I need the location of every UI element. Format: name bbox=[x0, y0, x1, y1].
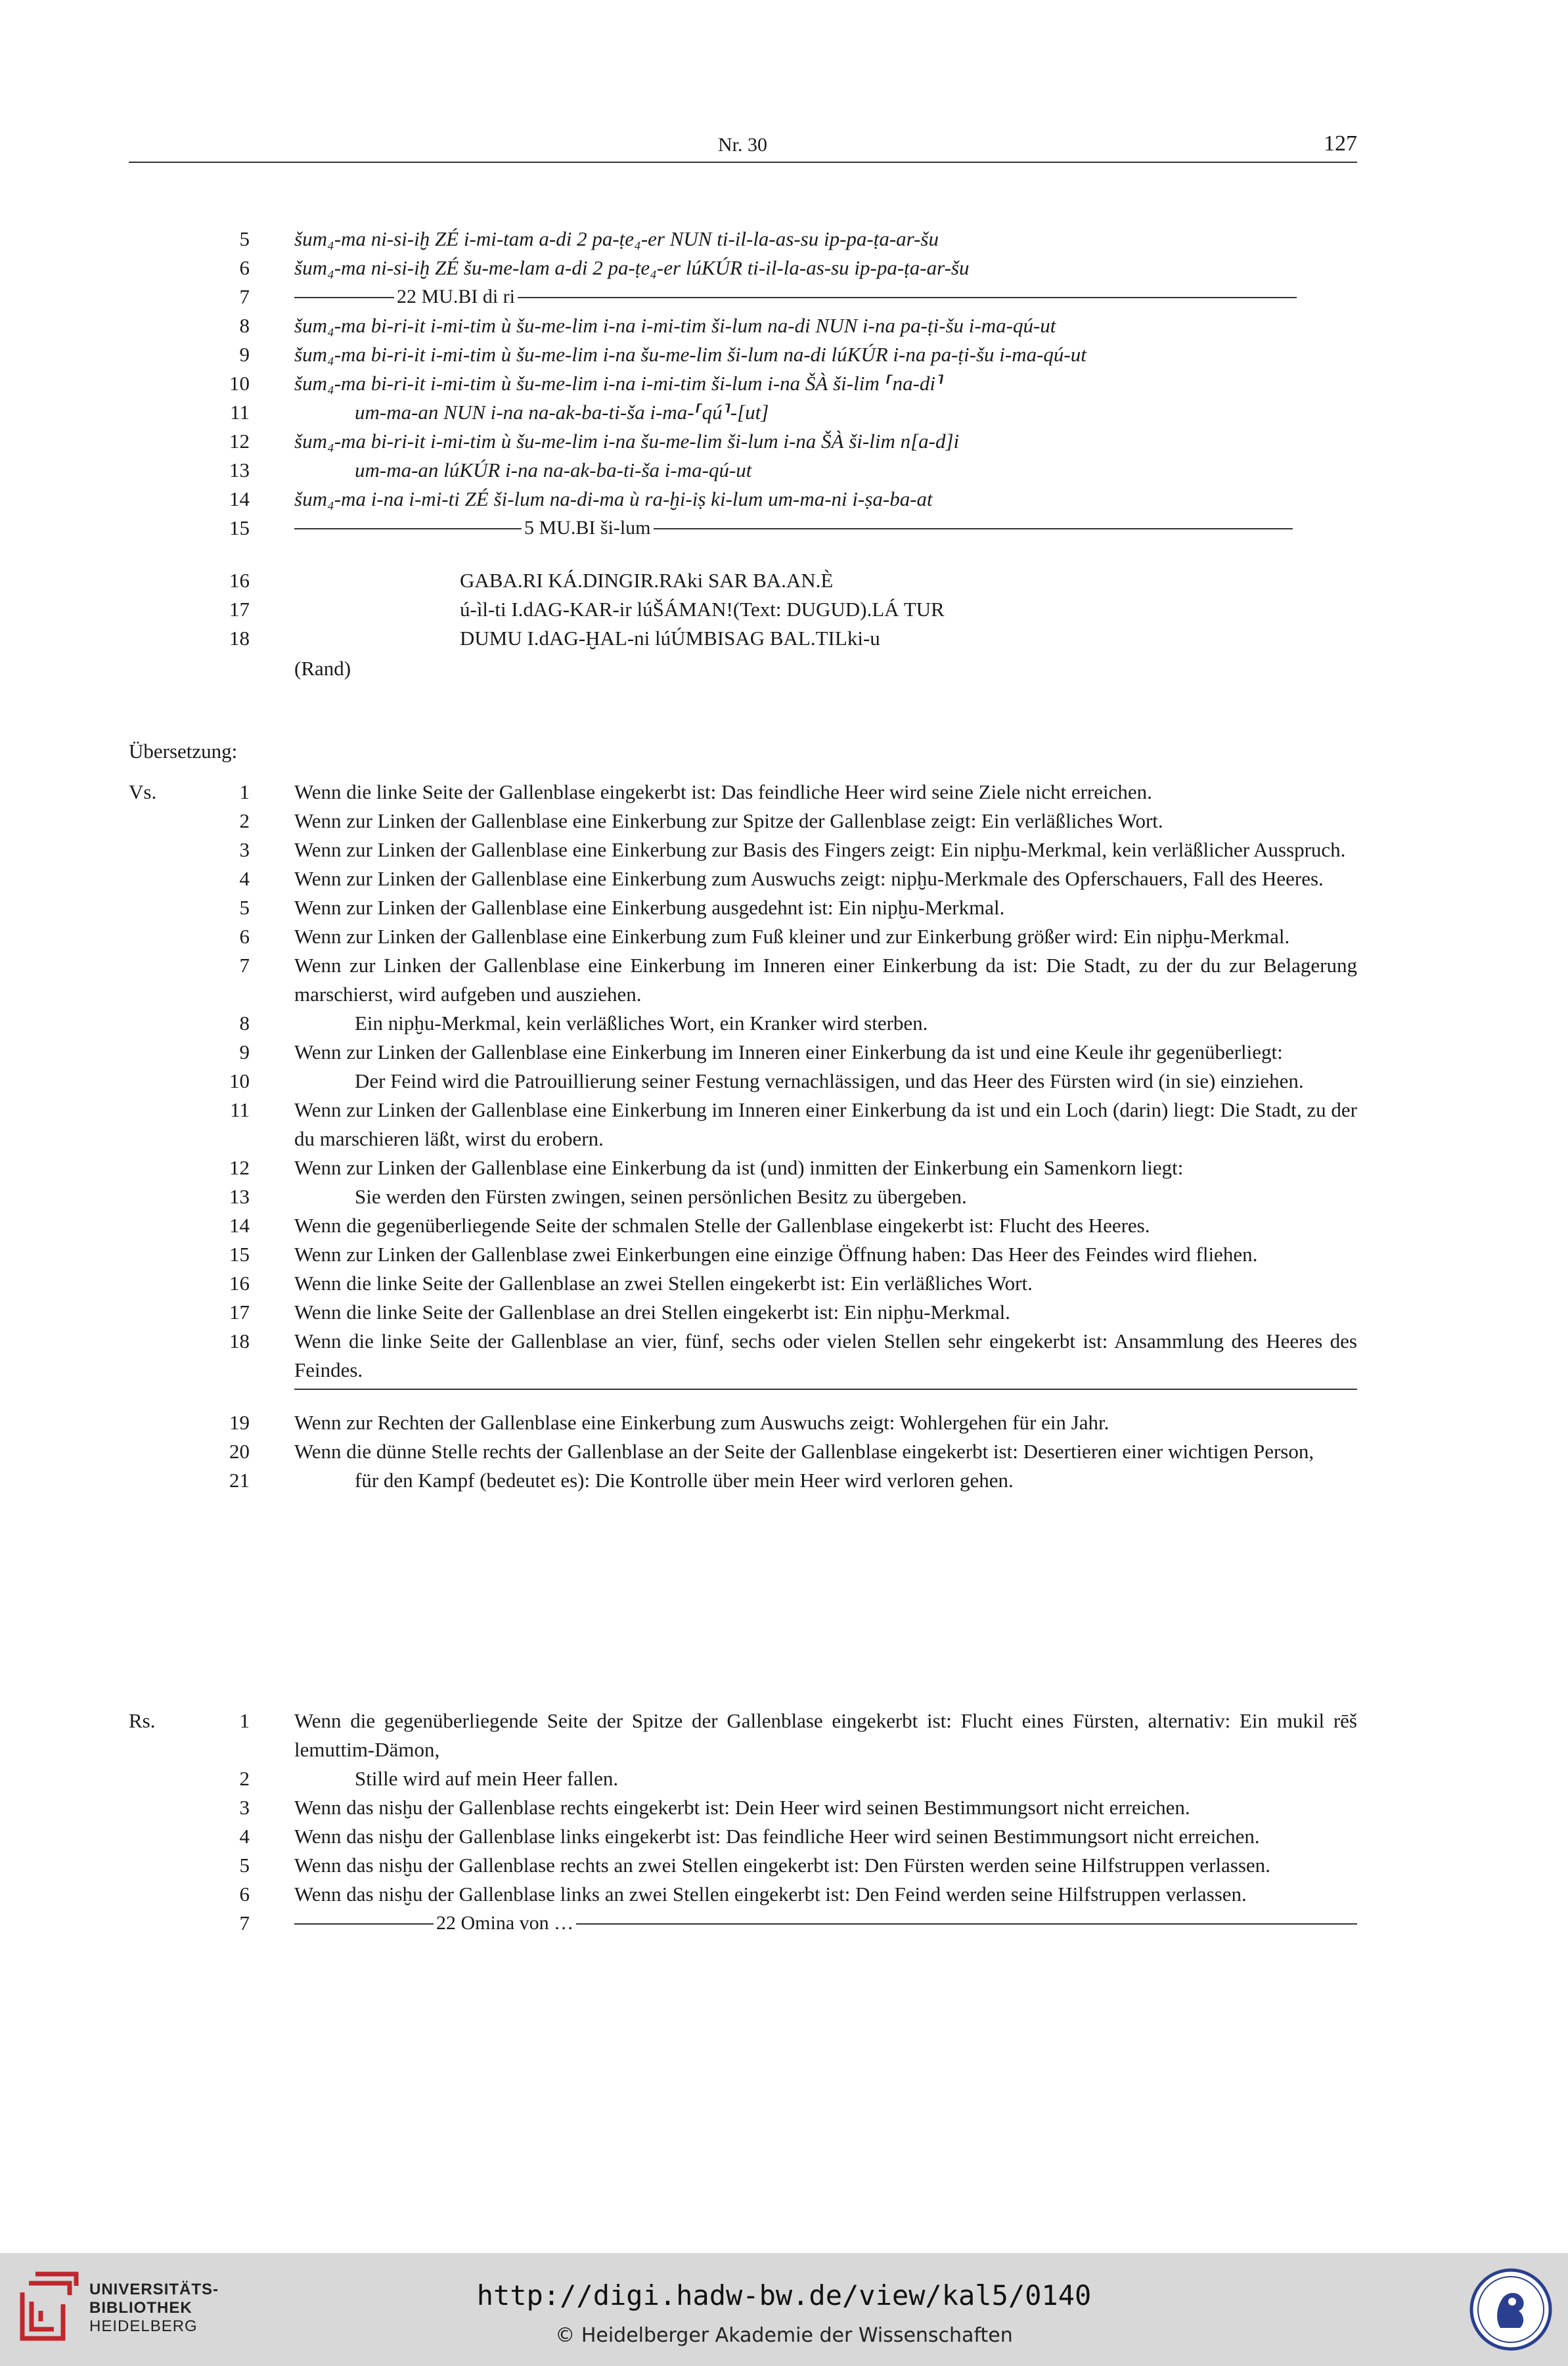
line-number: 7 bbox=[239, 285, 250, 308]
translation-text: Wenn zur Linken der Gallenblase eine Einkerbung zum Fuß kleiner und zur Einkerbung größer wird: Ein nipḫu-Merkmal. bbox=[294, 925, 1290, 948]
translit-text: um-ma-an NUN i-na na-ak-ba-ti-ša i-ma-⸢qú⸣-[ut] bbox=[355, 401, 769, 424]
line-number: 15 bbox=[229, 1243, 250, 1266]
translation-text: Wenn zur Rechten der Gallenblase eine Einkerbung zum Auswuchs zeigt: Wohlergehen für ein Jahr. bbox=[294, 1411, 1109, 1434]
academy-seal-icon bbox=[1469, 2267, 1553, 2352]
translation-text: Wenn zur Linken der Gallenblase eine Einkerbung im Inneren einer Einkerbung da ist und ein Loch (darin) liegt: Die Stadt, zu der du marschieren läßt, wirst du erobern. bbox=[294, 1098, 1357, 1150]
translation-text: Sie werden den Fürsten zwingen, seinen persönlichen Besitz zu übergeben. bbox=[355, 1185, 967, 1208]
translation-text: Wenn zur Linken der Gallenblase eine Einkerbung zum Auswuchs zeigt: nipḫu-Merkmale des Opferschauers, Fall des Heeres. bbox=[294, 867, 1324, 890]
translation-text: Wenn das nisḫu der Gallenblase links an zwei Stellen eingekerbt ist: Den Feind werden seine Hilfstruppen verlassen. bbox=[294, 1883, 1247, 1906]
translit-text: šum₄-ma ni-si-iḫ ZÉ i-mi-tam a-di 2 pa-ṭe₄-er NUN ti-il-la-as-su ip-pa-ṭa-ar-šu bbox=[294, 227, 939, 250]
line-number: 3 bbox=[239, 1796, 250, 1819]
colophon-text: DUMU I.dAG-ḪAL-ni lúÚMBISAG BAL.TILki-u bbox=[460, 627, 880, 650]
line-number: 6 bbox=[239, 256, 250, 279]
line-number: 13 bbox=[229, 458, 250, 481]
text-number: Nr. 30 bbox=[718, 134, 767, 156]
line-number: 4 bbox=[239, 1825, 250, 1848]
translit-text: šum₄-ma bi-ri-it i-mi-tim ù šu-me-lim i-na šu-me-lim ši-lum i-na ŠÀ ši-lim n[a-d]i bbox=[294, 430, 960, 453]
translit-text: šum₄-ma bi-ri-it i-mi-tim ù šu-me-lim i-na i-mi-tim ši-lum i-na ŠÀ ši-lim ⸢na-di⸣ bbox=[294, 372, 944, 395]
line-number: 11 bbox=[230, 401, 250, 424]
line-number: 1 bbox=[239, 1709, 250, 1732]
line-number: 18 bbox=[229, 627, 250, 650]
line-number: 7 bbox=[239, 954, 250, 977]
ruling-label: 22 Omina von … bbox=[434, 1909, 576, 1938]
ruling-label: 22 MU.BI di ri bbox=[394, 282, 518, 311]
line-number: 9 bbox=[239, 1040, 250, 1063]
line-number: 14 bbox=[229, 1214, 250, 1237]
line-number: 18 bbox=[229, 1329, 250, 1352]
line-number: 16 bbox=[229, 569, 250, 592]
translation-text: Wenn die linke Seite der Gallenblase eingekerbt ist: Das feindliche Heer wird seine Ziele nicht erreichen. bbox=[294, 780, 1152, 803]
translation-text: Wenn zur Linken der Gallenblase eine Einkerbung ausgedehnt ist: Ein nipḫu-Merkmal. bbox=[294, 896, 1005, 919]
translation-text: Wenn zur Linken der Gallenblase eine Einkerbung zur Spitze der Gallenblase zeigt: Ein verläßliches Wort. bbox=[294, 809, 1163, 832]
line-number: 17 bbox=[229, 598, 250, 621]
translation-text: Wenn das nisḫu der Gallenblase rechts an zwei Stellen eingekerbt ist: Den Fürsten werden seine Hilfstruppen verlassen. bbox=[294, 1854, 1270, 1877]
line-number: 11 bbox=[230, 1098, 250, 1121]
side-label: Rs. bbox=[129, 1709, 156, 1732]
line-number: 20 bbox=[229, 1440, 250, 1463]
ruling-line bbox=[294, 528, 1293, 529]
translation-text: Der Feind wird die Patrouillierung seiner Festung vernachlässigen, und das Heer des Fürsten wird (in sie) einziehen. bbox=[355, 1069, 1304, 1092]
translation-text: Wenn zur Linken der Gallenblase eine Einkerbung da ist (und) inmitten der Einkerbung ein Samenkorn liegt: bbox=[294, 1156, 1184, 1179]
line-number: 5 bbox=[239, 227, 250, 250]
line-number: 2 bbox=[239, 809, 250, 832]
copyright-text: © Heidelberger Akademie der Wissenschaften bbox=[555, 2324, 1013, 2347]
translation-text: Ein nipḫu-Merkmal, kein verläßliches Wort, ein Kranker wird sterben. bbox=[355, 1012, 928, 1035]
side-label: Vs. bbox=[129, 780, 157, 803]
line-number: 3 bbox=[239, 838, 250, 861]
line-number: 21 bbox=[229, 1469, 250, 1492]
translation-text: Wenn zur Linken der Gallenblase zwei Einkerbungen eine einzige Öffnung haben: Das Heer des Feindes wird fliehen. bbox=[294, 1243, 1258, 1266]
line-number: 4 bbox=[239, 867, 250, 890]
line-number: 17 bbox=[229, 1301, 250, 1324]
document-page: Nr. 30 127 5 šum₄-ma ni-si-iḫ ZÉ i-mi-tam a-di 2 pa-ṭe₄-er NUN ti-il-la-as-su ip-pa-ṭa-ar-šu 6 šum₄-ma ni-si-iḫ ZÉ šu-me-lam a-di 2 pa-ṭe₄-er lúKÚR ti-il-la-as-su ip-pa-ṭa-ar-šu 7 22 MU.BI di ri 8 šum₄-ma bi-ri-it i-mi-tim ù šu-me-lim i-na i-mi-tim ši-lum na-di NUN i-na pa-ṭi-šu i-ma-qú-ut 9 šum₄-ma bi-ri-it i-mi-tim ù šu-me-lim i-na šu-me-lim ši-lum na-di lúKÚR i-na pa-ṭi-šu i-ma-qú-ut 10 šum₄-ma bi-ri-it i-mi-tim ù šu-me-lim i-na i-mi-tim ši-lum i-na ŠÀ ši-lim ⸢na-di⸣ 11 um-ma-an NUN i-na na-ak-ba-ti-ša i-ma-⸢qú⸣-[ut] 12 šum₄-ma bi-ri-it i-mi-tim ù šu-me-lim i-na šu-me-lim ši-lum i-na ŠÀ ši-lim n[a-d]i 13 um-ma-an lúKÚR i-na na-ak-ba-ti-ša i-ma-qú-ut 14 šum₄-ma i-na i-mi-ti ZÉ ši-lum na-di-ma ù ra-ḫi-iṣ ki-lum um-ma-ni i-ṣa-ba-at 15 5 MU.BI ši-lum 16 GABA.RI KÁ.DINGIR.RAki SAR BA.AN.È 17 ú-ìl-ti I.dAG-KAR-ir lúŠÁMAN!(Text: DUGUD).LÁ TUR 18 DUMU I.dAG-ḪAL-ni lúÚMBISAG BAL.TILki-u (Rand) Übersetzung: Vs. 1 Wenn die linke Seite der Gallenblase eingekerbt ist: Das feindliche Heer wird seine Ziele nicht erreichen. 2 Wenn zur Linken der Gallenblase eine Einkerbung zur Spitze der Gallenblase zeigt: Ein verläßliches Wort. 3 Wenn zur Linken der Gallenblase eine Einkerbung zur Basis des Fingers zeigt: Ein nipḫu-Merkmal, kein verläßlicher Ausspruch. 4 Wenn zur Linken der Gallenblase eine Einkerbung zum Auswuchs zeigt: nipḫu-Merkmale des Opferschauers, Fall des Heeres. 5 Wenn zur Linken der Gallenblase eine Einkerbung ausgedehnt ist: Ein nipḫu-Merkmal. 6 Wenn zur Linken der Gallenblase eine Einkerbung zum Fuß kleiner und zur Einkerbung größer wird: Ein nipḫu-Merkmal. 7 Wenn zur Linken der Gallenblase eine Einkerbung im Inneren einer Einkerbung da ist: Die Stadt, zu der du zur Belagerung marschierst, wird aufgeben und ausziehen. 8 Ein nipḫu-Merkmal, kein verläßliches Wort, ein Kranker wird sterben. 9 Wenn zur Linken der Gallenblase eine Einkerbung im Inneren einer Einkerbung da ist und eine Keule ihr gegenüberliegt: 10 Der Feind wird die Patrouillierung seiner Festung vernachlässigen, und das Heer des Fürsten wird (in sie) einziehen. 11 Wenn zur Linken der Gallenblase eine Einkerbung im Inneren einer Einkerbung da ist und ein Loch (darin) liegt: Die Stadt, zu der du marschieren läßt, wirst du erobern. 12 Wenn zur Linken der Gallenblase eine Einkerbung da ist (und) inmitten der Einkerbung ein Samenkorn liegt: 13 Sie werden den Fürsten zwingen, seinen persönlichen Besitz zu übergeben. 14 Wenn die gegenüberliegende Seite der schmalen Stelle der Gallenblase eingekerbt ist: Flucht des Heeres. 15 Wenn zur Linken der Gallenblase zwei Einkerbungen eine einzige Öffnung haben: Das Heer des Feindes wird fliehen. 16 Wenn die linke Seite der Gallenblase an zwei Stellen eingekerbt ist: Ein verläßliches Wort. 17 Wenn die linke Seite der Gallenblase an drei Stellen eingekerbt ist: Ein nipḫu-Merkmal. 18 Wenn die linke Seite der Gallenblase an vier, fünf, sechs oder vielen Stellen sehr eingekerbt ist: Ansammlung des Heeres des Feindes. 19 Wenn zur Rechten der Gallenblase eine Einkerbung zum Auswuchs zeigt: Wohlergehen für ein Jahr. 20 Wenn die dünne Stelle rechts der Gallenblase an der Seite der Gallenblase eingekerbt ist: Desertieren einer wichtigen Person, 21 für den Kampf (bedeutet es): Die Kontrolle über mein Heer wird verloren gehen. Rs. 1 Wenn die gegenüberliegende Seite der Spitze der Gallenblase eingekerbt ist: Flucht eines Fürsten, alternativ: Ein mukil rēš lemuttim-Dämon, 2 Stille wird auf mein Heer fallen. 3 Wenn das nisḫu der Gallenblase rechts eingekerbt ist: Dein Heer wird seinen Bestimmungsort nicht erreichen. 4 Wenn das nisḫu der Gallenblase links eingekerbt ist: Das feindliche Heer wird seinen Bestimmungsort nicht erreichen. 5 Wenn das nisḫu der Gallenblase rechts an zwei Stellen eingekerbt ist: Den Fürsten werden seine Hilfstruppen verlassen. 6 Wenn das nisḫu der Gallenblase links an zwei Stellen eingekerbt ist: Den Feind werden seine Hilfstruppen verlassen. 7 22 Omina von … bbox=[0, 0, 1568, 2253]
translit-text: um-ma-an lúKÚR i-na na-ak-ba-ti-ša i-ma-qú-ut bbox=[355, 458, 752, 481]
translit-text: šum₄-ma ni-si-iḫ ZÉ šu-me-lam a-di 2 pa-ṭe₄-er lúKÚR ti-il-la-as-su ip-pa-ṭa-ar-šu bbox=[294, 256, 970, 279]
translation-text: Stille wird auf mein Heer fallen. bbox=[355, 1767, 619, 1790]
translation-text: Wenn die linke Seite der Gallenblase an zwei Stellen eingekerbt ist: Ein verläßliches Wort. bbox=[294, 1272, 1033, 1295]
library-name: UNIVERSITÄTS- BIBLIOTHEK HEIDELBERG bbox=[89, 2281, 219, 2335]
translation-text: für den Kampf (bedeutet es): Die Kontrolle über mein Heer wird verloren gehen. bbox=[355, 1469, 1014, 1492]
translation-text: Wenn die dünne Stelle rechts der Gallenblase an der Seite der Gallenblase eingekerbt ist: Desertieren einer wichtigen Person, bbox=[294, 1440, 1314, 1463]
line-number: 12 bbox=[229, 1156, 250, 1179]
line-number: 10 bbox=[229, 1069, 250, 1092]
line-number: 13 bbox=[229, 1185, 250, 1208]
translation-text: Wenn das nisḫu der Gallenblase rechts eingekerbt ist: Dein Heer wird seinen Bestimmungsort nicht erreichen. bbox=[294, 1796, 1190, 1819]
page-number: 127 bbox=[1324, 131, 1357, 156]
source-url-link[interactable]: http://digi.hadw-bw.de/view/kal5/0140 bbox=[476, 2279, 1092, 2311]
translation-text: Wenn die linke Seite der Gallenblase an drei Stellen eingekerbt ist: Ein nipḫu-Merkmal. bbox=[294, 1301, 1010, 1324]
line-number: 8 bbox=[239, 1012, 250, 1035]
translit-text: šum₄-ma bi-ri-it i-mi-tim ù šu-me-lim i-na i-mi-tim ši-lum na-di NUN i-na pa-ṭi-šu i-ma-qú-ut bbox=[294, 314, 1056, 337]
line-number: 6 bbox=[239, 1883, 250, 1906]
line-number: 19 bbox=[229, 1411, 250, 1434]
translation-text: Wenn die gegenüberliegende Seite der schmalen Stelle der Gallenblase eingekerbt ist: Flucht des Heeres. bbox=[294, 1214, 1150, 1237]
section-rule bbox=[294, 1389, 1357, 1390]
translation-text: Wenn zur Linken der Gallenblase eine Einkerbung im Inneren einer Einkerbung da ist und eine Keule ihr gegenüberliegt: bbox=[294, 1040, 1283, 1063]
translation-text: Wenn zur Linken der Gallenblase eine Einkerbung zur Basis des Fingers zeigt: Ein nipḫu-Merkmal, kein verläßlicher Ausspruch. bbox=[294, 838, 1346, 861]
translation-text: Wenn das nisḫu der Gallenblase links eingekerbt ist: Das feindliche Heer wird seinen Bestimmungsort nicht erreichen. bbox=[294, 1825, 1260, 1848]
line-number: 6 bbox=[239, 925, 250, 948]
page-header bbox=[129, 131, 1357, 163]
line-number: 15 bbox=[229, 516, 250, 539]
colophon-text: ú-ìl-ti I.dAG-KAR-ir lúŠÁMAN!(Text: DUGUD).LÁ TUR bbox=[460, 598, 945, 621]
line-number: 14 bbox=[229, 487, 250, 510]
line-number: 9 bbox=[239, 343, 250, 366]
translation-text: Wenn die gegenüberliegende Seite der Spitze der Gallenblase eingekerbt ist: Flucht eines Fürsten, alternativ: Ein mukil rēš lemuttim-Dämon, bbox=[294, 1709, 1357, 1761]
translation-text: Wenn zur Linken der Gallenblase eine Einkerbung im Inneren einer Einkerbung da ist: Die Stadt, zu der du zur Belagerung marschierst, wird aufgeben und ausziehen. bbox=[294, 954, 1357, 1006]
line-number: 10 bbox=[229, 372, 250, 395]
line-number: 16 bbox=[229, 1272, 250, 1295]
line-number: 5 bbox=[239, 1854, 250, 1877]
footer-bar bbox=[0, 2253, 1568, 2366]
ruling-label: 5 MU.BI ši-lum bbox=[522, 514, 654, 543]
line-number: 7 bbox=[239, 1911, 250, 1934]
line-number: 8 bbox=[239, 314, 250, 337]
colophon-text: GABA.RI KÁ.DINGIR.RAki SAR BA.AN.È bbox=[460, 569, 834, 592]
line-number: 12 bbox=[229, 430, 250, 453]
line-number: 2 bbox=[239, 1767, 250, 1790]
translation-text: Wenn die linke Seite der Gallenblase an vier, fünf, sechs oder vielen Stellen sehr eingekerbt ist: Ansammlung des Heeres des Feindes. bbox=[294, 1329, 1357, 1381]
translit-text: šum₄-ma i-na i-mi-ti ZÉ ši-lum na-di-ma ù ra-ḫi-iṣ ki-lum um-ma-ni i-ṣa-ba-at bbox=[294, 487, 933, 510]
line-number: 1 bbox=[239, 780, 250, 803]
line-number: 5 bbox=[239, 896, 250, 919]
translation-heading: Übersetzung: bbox=[129, 740, 238, 763]
translit-text: šum₄-ma bi-ri-it i-mi-tim ù šu-me-lim i-na šu-me-lim ši-lum na-di lúKÚR i-na pa-ṭi-šu i-ma-qú-ut bbox=[294, 343, 1086, 366]
